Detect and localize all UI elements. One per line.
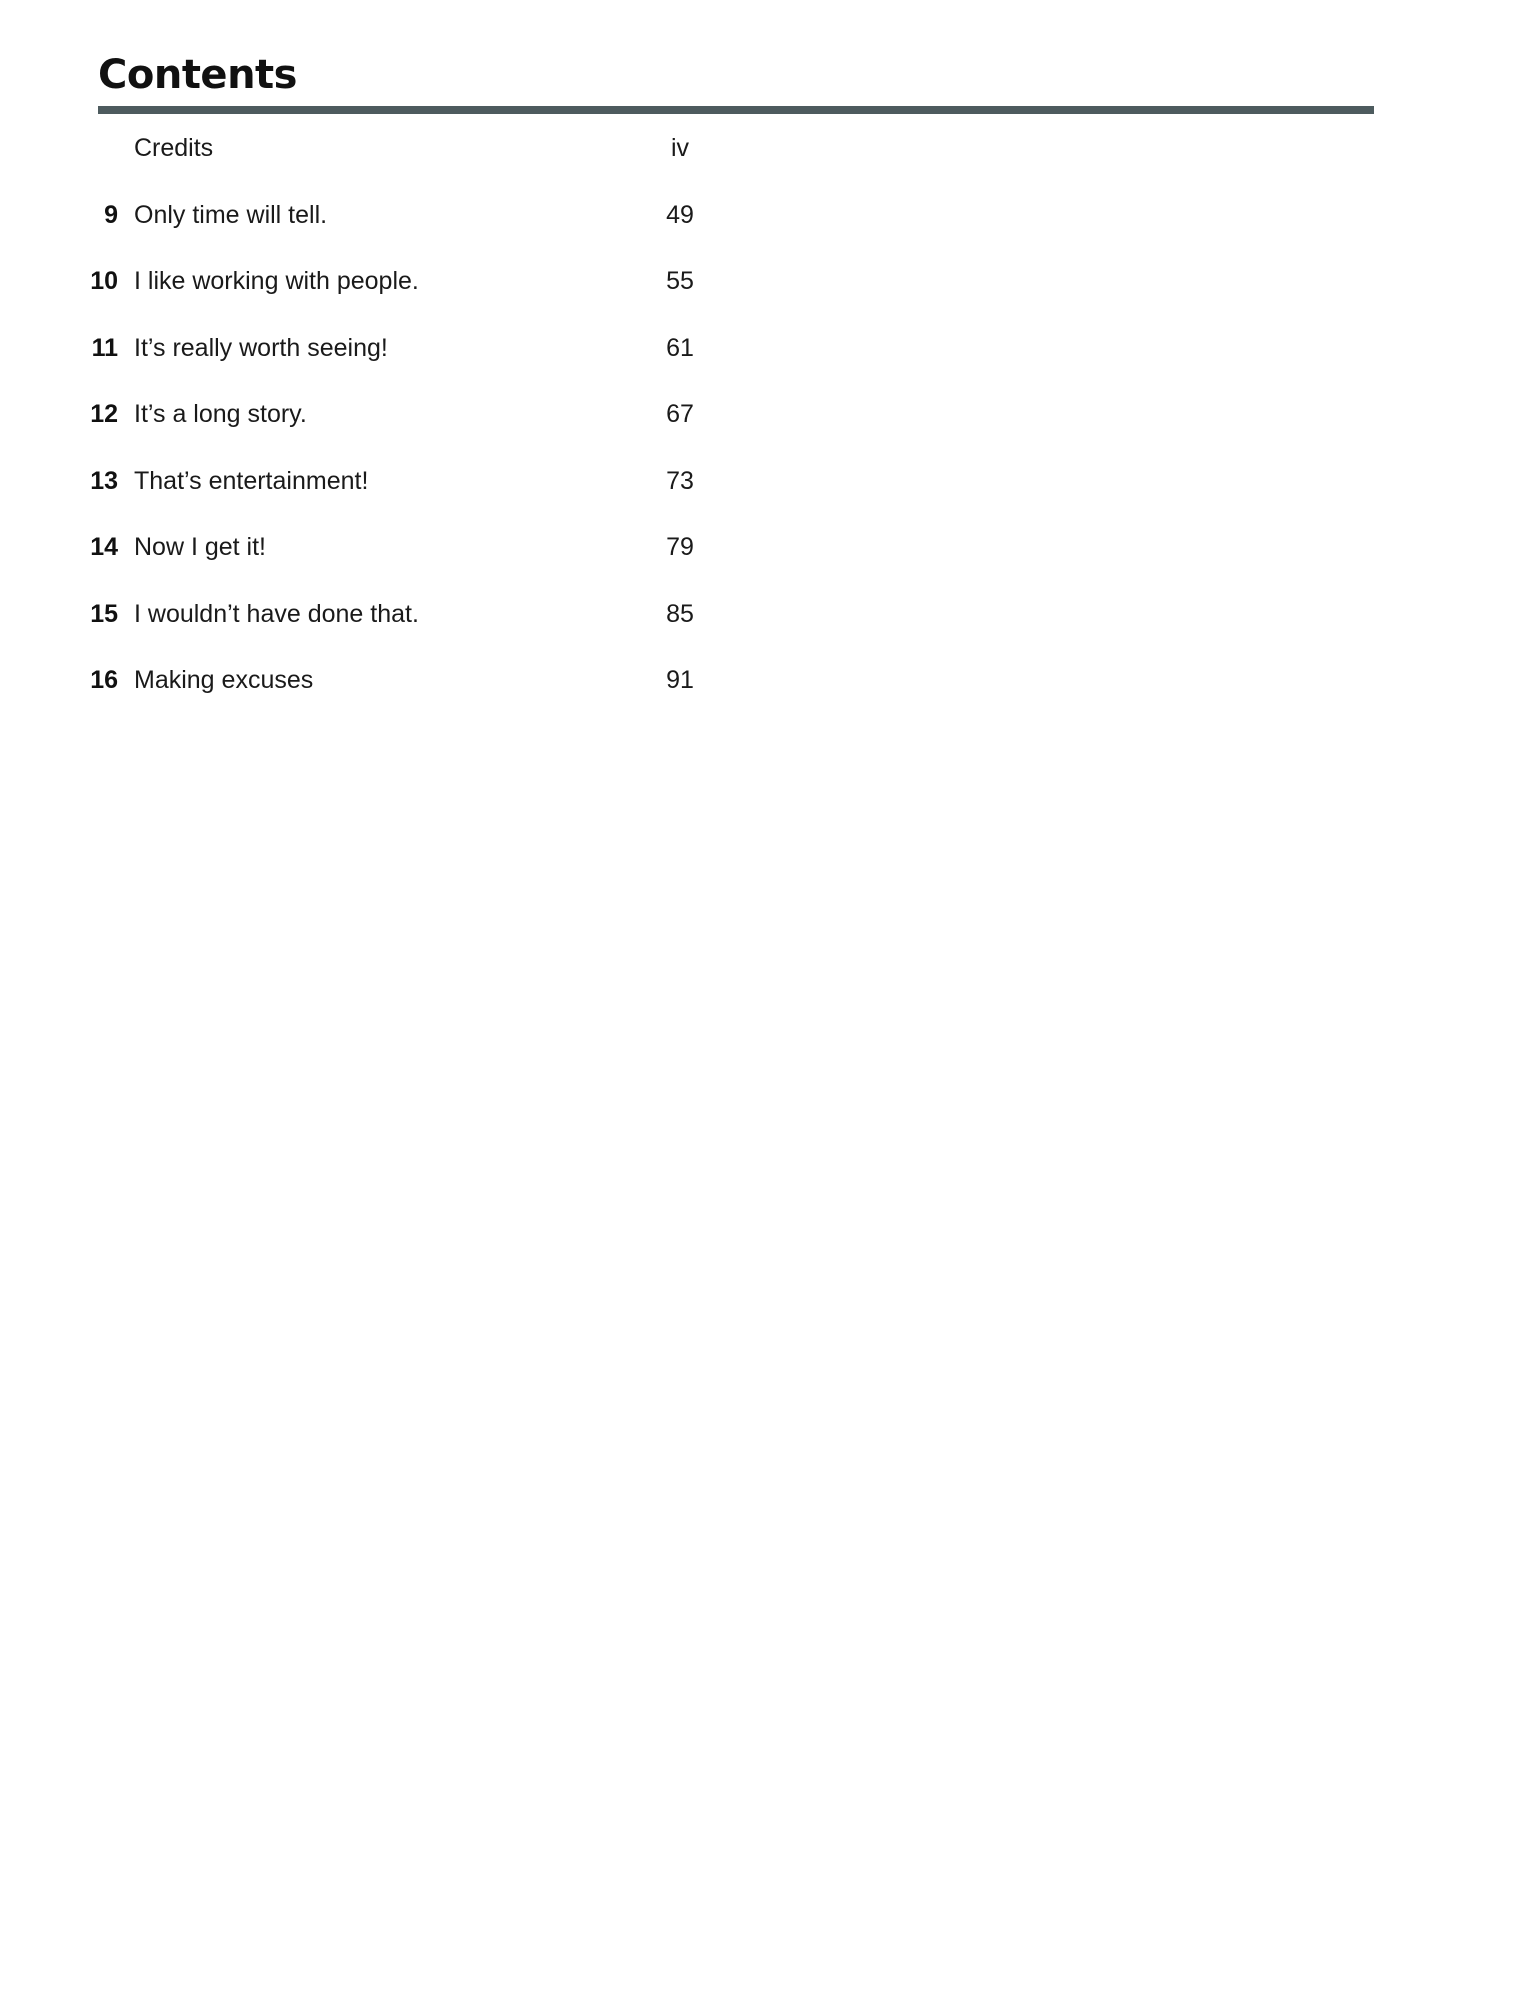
toc-entry-unit-15 bbox=[0, 596, 760, 663]
toc-entry-title: It’s a long story. bbox=[134, 400, 307, 428]
page-title: Contents bbox=[98, 52, 297, 98]
toc-entry-number: 13 bbox=[90, 466, 118, 495]
toc-entry-title: Making excuses bbox=[134, 666, 314, 694]
toc-entry-page: 79 bbox=[666, 533, 694, 561]
toc-entry-page: 61 bbox=[666, 333, 694, 362]
toc-entry-title: Now I get it! bbox=[134, 533, 266, 561]
toc-entry-number: 14 bbox=[90, 533, 118, 561]
toc-entry-unit-13 bbox=[0, 463, 760, 530]
toc-entry-title: That’s entertainment! bbox=[134, 466, 369, 495]
toc-entry-number: 16 bbox=[90, 666, 118, 694]
toc-entry-number: 9 bbox=[104, 200, 118, 229]
toc-entry-page: 55 bbox=[666, 267, 694, 295]
toc-entry-title: I like working with people. bbox=[134, 267, 419, 295]
toc-entry-number: 11 bbox=[91, 333, 118, 362]
toc-entry-unit-11 bbox=[0, 330, 760, 397]
toc-entry-page: 85 bbox=[666, 599, 694, 628]
table-of-contents bbox=[0, 130, 760, 729]
toc-entry-number: 15 bbox=[90, 599, 118, 628]
toc-entry-title: Only time will tell. bbox=[134, 200, 328, 229]
toc-entry-page: iv bbox=[670, 134, 690, 162]
toc-entry-unit-10 bbox=[0, 263, 760, 330]
toc-entry-unit-14 bbox=[0, 529, 760, 596]
toc-entry-page: 49 bbox=[666, 200, 694, 229]
heading-rule bbox=[98, 106, 1374, 114]
toc-entry-credits bbox=[0, 130, 760, 197]
toc-entry-title: I wouldn’t have done that. bbox=[134, 599, 419, 628]
toc-entry-title: Credits bbox=[134, 134, 214, 162]
toc-entry-number: 10 bbox=[90, 267, 118, 295]
toc-entry-title: It’s really worth seeing! bbox=[134, 333, 388, 362]
toc-entry-page: 73 bbox=[666, 466, 694, 495]
toc-entry-unit-9 bbox=[0, 197, 760, 264]
toc-entry-unit-12 bbox=[0, 396, 760, 463]
toc-entry-page: 91 bbox=[666, 666, 694, 694]
toc-entry-unit-16 bbox=[0, 662, 760, 729]
toc-entry-page: 67 bbox=[666, 400, 694, 428]
toc-entry-number: 12 bbox=[90, 400, 118, 428]
